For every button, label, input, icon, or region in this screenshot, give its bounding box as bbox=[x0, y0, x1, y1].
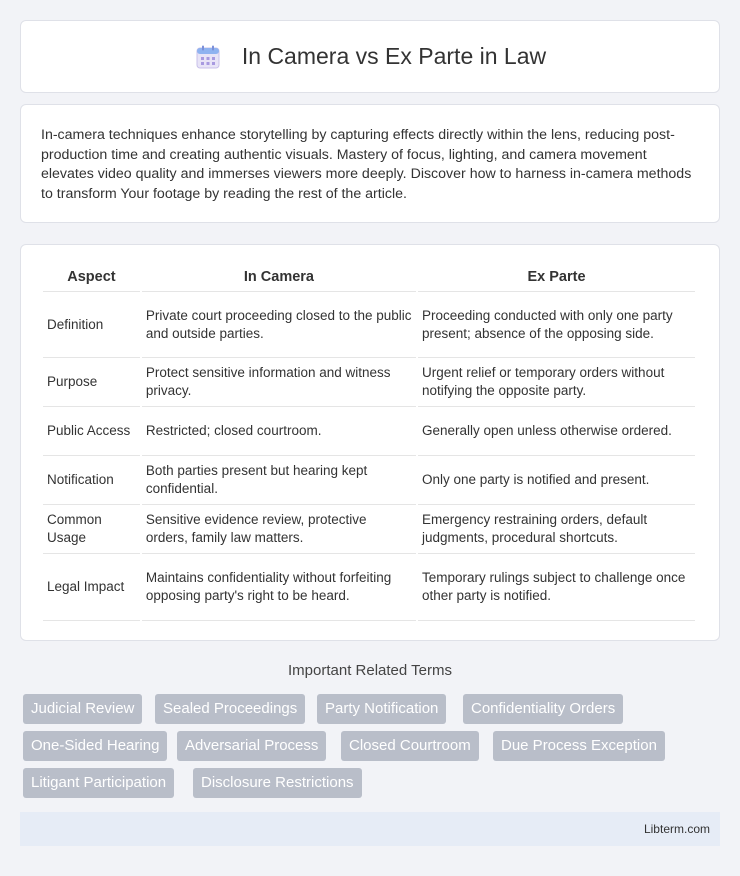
tag-one-sided-hearing[interactable]: One-Sided Hearing bbox=[23, 731, 167, 761]
related-terms-title: Important Related Terms bbox=[288, 662, 452, 679]
table-cell: Emergency restraining orders, default judgments, procedural shortcuts. bbox=[418, 505, 695, 554]
table-cell: Restricted; closed courtroom. bbox=[142, 407, 416, 456]
table-cell: Private court proceeding closed to the public and outside parties. bbox=[142, 292, 416, 358]
tag-disclosure-restrictions[interactable]: Disclosure Restrictions bbox=[193, 768, 362, 798]
table-cell: Generally open unless otherwise ordered. bbox=[418, 407, 695, 456]
table-header-row bbox=[43, 262, 695, 292]
tag-litigant-participation[interactable]: Litigant Participation bbox=[23, 768, 174, 798]
table-cell: Both parties present but hearing kept confidential. bbox=[142, 456, 416, 505]
table-row bbox=[43, 358, 695, 407]
column-header-in-camera: In Camera bbox=[142, 262, 416, 292]
footer-brand[interactable]: Libterm.com bbox=[643, 822, 710, 836]
table-row bbox=[43, 505, 695, 554]
table-row bbox=[43, 554, 695, 621]
table-row bbox=[43, 407, 695, 456]
intro-card bbox=[20, 104, 720, 223]
tag-party-notification[interactable]: Party Notification bbox=[317, 694, 446, 724]
table-cell: Purpose bbox=[43, 358, 140, 407]
tag-closed-courtroom[interactable]: Closed Courtroom bbox=[341, 731, 479, 761]
table-cell: Legal Impact bbox=[43, 554, 140, 621]
column-header-aspect: Aspect bbox=[43, 262, 140, 292]
tag-judicial-review[interactable]: Judicial Review bbox=[23, 694, 142, 724]
footer bbox=[20, 812, 720, 846]
page-title: In Camera vs Ex Parte in Law bbox=[241, 43, 547, 69]
table-cell: Notification bbox=[43, 456, 140, 505]
table-row bbox=[43, 292, 695, 358]
tag-confidentiality-orders[interactable]: Confidentiality Orders bbox=[463, 694, 623, 724]
table-cell: Only one party is notified and present. bbox=[418, 456, 695, 505]
table-row bbox=[43, 456, 695, 505]
calendar-icon bbox=[194, 43, 222, 71]
tag-sealed-proceedings[interactable]: Sealed Proceedings bbox=[155, 694, 305, 724]
tag-adversarial-process[interactable]: Adversarial Process bbox=[177, 731, 326, 761]
table-cell: Urgent relief or temporary orders without notifying the opposite party. bbox=[418, 358, 695, 407]
table-cell: Public Access bbox=[43, 407, 140, 456]
header-card bbox=[20, 20, 720, 93]
column-header-ex-parte: Ex Parte bbox=[418, 262, 695, 292]
table-cell: Maintains confidentiality without forfeiting opposing party's right to be heard. bbox=[142, 554, 416, 621]
table-cell: Proceeding conducted with only one party present; absence of the opposing side. bbox=[418, 292, 695, 358]
comparison-table-card bbox=[20, 244, 720, 641]
tag-due-process-exception[interactable]: Due Process Exception bbox=[493, 731, 665, 761]
table-cell: Temporary rulings subject to challenge once other party is notified. bbox=[418, 554, 695, 621]
intro-paragraph: In-camera techniques enhance storytelling by capturing effects directly within the lens, reducing post-production time and creating authentic visuals. Mastery of focus, lighting, and camera movement elevates video quality and immerses viewers more deeply. Discover how to harness in-camera methods to transform Your footage by reading the rest of the article. bbox=[41, 127, 692, 202]
table-cell: Definition bbox=[43, 292, 140, 358]
comparison-table bbox=[41, 262, 697, 621]
table-cell: Sensitive evidence review, protective orders, family law matters. bbox=[142, 505, 416, 554]
table-cell: Protect sensitive information and witness privacy. bbox=[142, 358, 416, 407]
table-cell: Common Usage bbox=[43, 505, 140, 554]
